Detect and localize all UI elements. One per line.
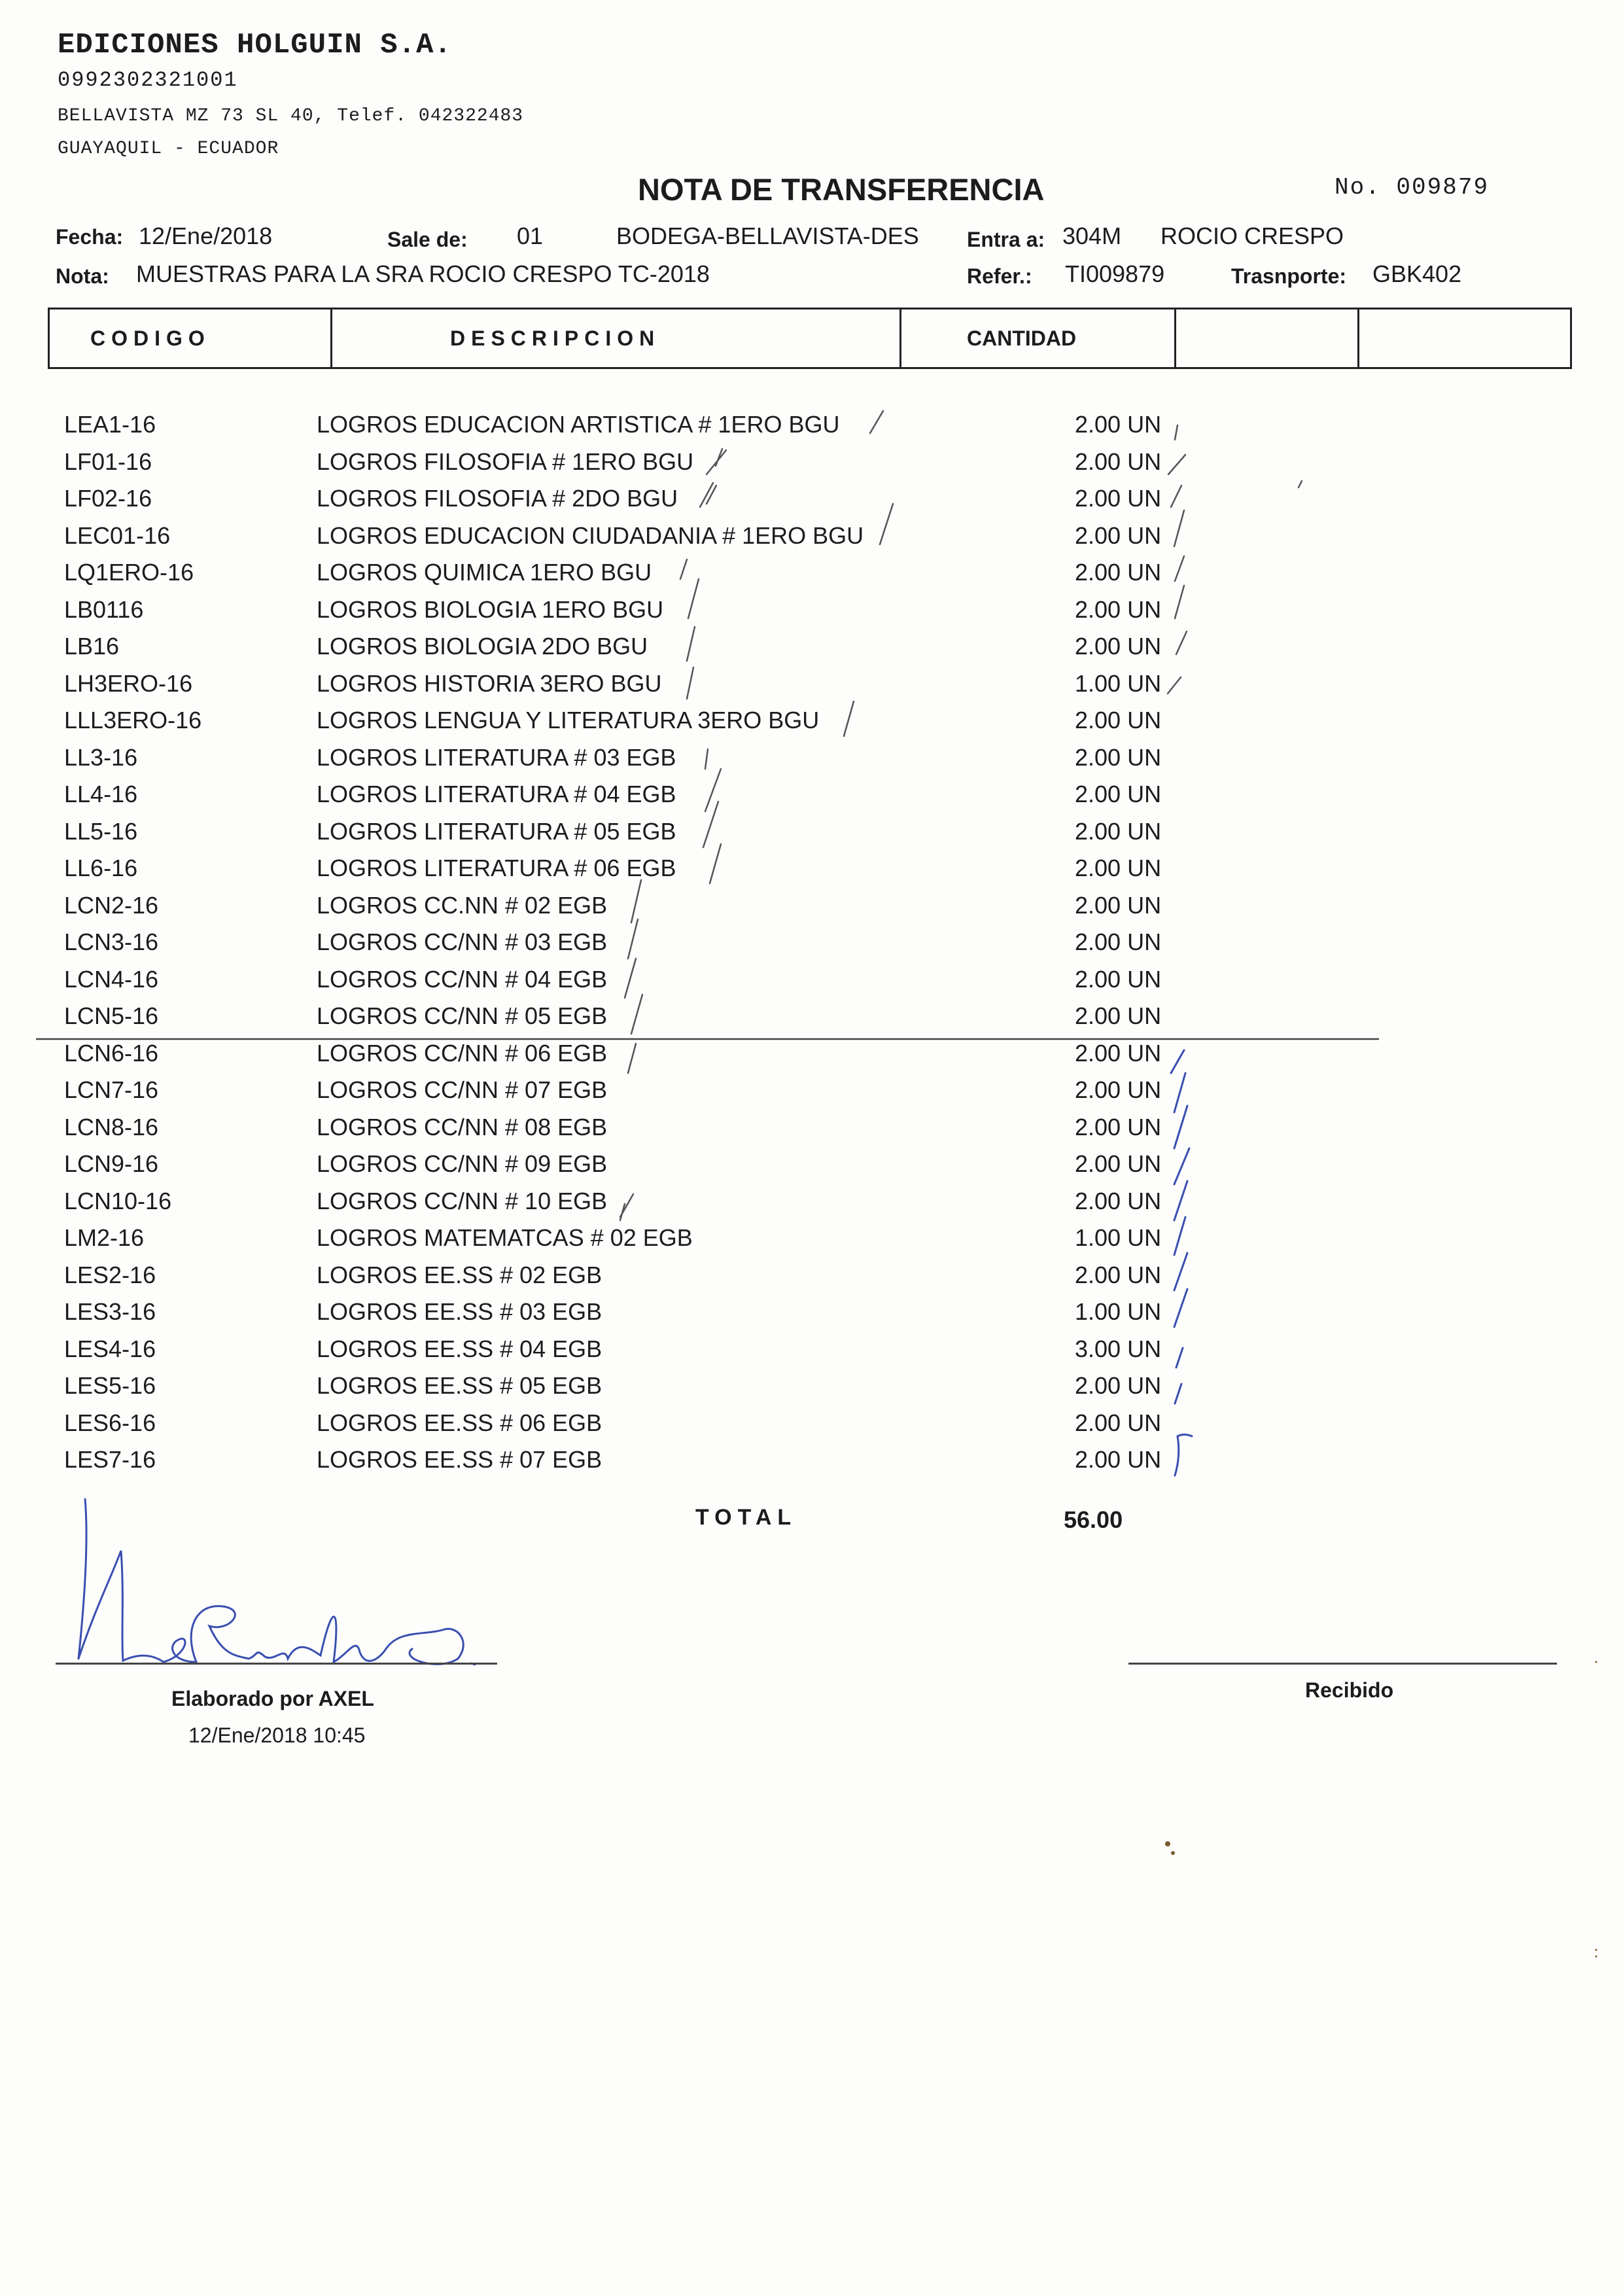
item-quantity: 2.00 UN (1075, 817, 1162, 845)
item-description: LOGROS CC.NN # 02 EGB (317, 891, 608, 919)
received-label: Recibido (1305, 1678, 1394, 1702)
check-mark (620, 1204, 625, 1220)
check-mark (628, 919, 638, 959)
item-code: LL6-16 (64, 855, 138, 881)
item-quantity: 1.00 UN (1075, 669, 1162, 697)
item-code: LQ1ERO-16 (64, 559, 194, 586)
document-title: NOTA DE TRANSFERENCIA (638, 172, 1045, 207)
item-quantity: 2.00 UN (1075, 707, 1162, 733)
column-header-descripcion: DESCRIPCION (332, 309, 901, 367)
check-mark (710, 844, 721, 883)
item-quantity: 2.00 UN (1075, 485, 1162, 512)
check-mark (1174, 1181, 1187, 1220)
item-quantity: 2.00 UN (1075, 411, 1162, 438)
check-mark (1175, 556, 1184, 581)
item-description: LOGROS CC/NN # 09 EGB (317, 1150, 608, 1177)
item-code: LF01-16 (64, 448, 152, 475)
check-mark (688, 579, 699, 618)
item-quantity: 2.00 UN (1075, 1372, 1162, 1399)
item-quantity: 2.00 UN (1075, 559, 1162, 586)
check-mark (1176, 1348, 1183, 1368)
speck (1596, 1661, 1597, 1663)
item-quantity: 2.00 UN (1075, 928, 1162, 955)
item-description: LOGROS CC/NN # 10 EGB (317, 1187, 608, 1214)
check-mark (707, 449, 726, 474)
check-mark (1171, 486, 1181, 507)
item-code: LCN4-16 (64, 965, 159, 993)
company-ruc: 0992302321001 (58, 68, 238, 92)
check-mark (1176, 631, 1187, 654)
item-code: LL4-16 (64, 781, 138, 807)
item-description: LOGROS LITERATURA # 06 EGB (317, 855, 676, 881)
item-quantity: 2.00 UN (1075, 743, 1162, 771)
item-quantity: 2.00 UN (1075, 595, 1162, 623)
item-description: LOGROS CC/NN # 04 EGB (317, 965, 608, 993)
item-description: LOGROS LITERATURA # 05 EGB (317, 817, 676, 845)
check-mark (705, 749, 708, 769)
fecha-value: 12/Ene/2018 (139, 222, 273, 249)
pen-check-marks (1171, 1050, 1192, 1475)
item-code: LM2-16 (64, 1224, 145, 1251)
check-mark (1168, 455, 1185, 474)
item-quantity: 2.00 UN (1075, 1113, 1162, 1140)
check-mark (1174, 510, 1184, 546)
item-description: LOGROS LITERATURA # 03 EGB (317, 743, 676, 771)
nota-label: Nota: (56, 264, 109, 288)
item-quantity: 2.00 UN (1075, 1187, 1162, 1214)
total-value: 56.00 (1064, 1506, 1123, 1533)
item-quantity: 2.00 UN (1075, 891, 1162, 919)
item-quantity: 2.00 UN (1075, 521, 1162, 549)
item-code: LH3ERO-16 (64, 669, 193, 697)
sale-de-name: BODEGA-BELLAVISTA-DES (616, 222, 919, 249)
speck (1165, 1841, 1170, 1846)
item-quantity: 2.00 UN (1075, 1261, 1162, 1288)
entra-a-label: Entra a: (967, 228, 1045, 251)
company-address: BELLAVISTA MZ 73 SL 40, Telef. 042322483 (58, 106, 524, 126)
item-description: LOGROS CC/NN # 05 EGB (317, 1002, 608, 1029)
total-label: TOTAL (695, 1505, 797, 1530)
item-quantity: 2.00 UN (1075, 1446, 1162, 1473)
check-mark (625, 959, 636, 998)
item-code: LEA1-16 (64, 411, 156, 438)
item-description: LOGROS EDUCACION CIUDADANIA # 1ERO BGU (317, 521, 864, 549)
item-description: LOGROS LITERATURA # 04 EGB (317, 781, 676, 807)
check-mark (705, 769, 721, 811)
item-code: LES7-16 (64, 1446, 156, 1473)
check-mark (1175, 425, 1178, 440)
nota-value: MUESTRAS PARA LA SRA ROCIO CRESPO TC-2018 (136, 260, 710, 287)
check-mark (880, 504, 893, 544)
item-quantity: 1.00 UN (1075, 1224, 1162, 1251)
company-city: GUAYAQUIL - ECUADOR (58, 139, 279, 159)
check-mark (1174, 1148, 1189, 1184)
document-number-value: 009879 (1396, 174, 1490, 201)
item-description: LOGROS EE.SS # 07 EGB (317, 1446, 602, 1473)
check-mark (1174, 1106, 1187, 1148)
item-code: LB16 (64, 633, 120, 660)
item-quantity: 2.00 UN (1075, 1150, 1162, 1177)
item-quantity: 2.00 UN (1075, 1039, 1162, 1067)
transporte-value: GBK402 (1372, 260, 1462, 287)
item-description: LOGROS CC/NN # 03 EGB (317, 928, 608, 955)
refer-label: Refer.: (967, 264, 1032, 288)
item-quantity: 2.00 UN (1075, 965, 1162, 993)
item-description: LOGROS EDUCACION ARTISTICA # 1ERO BGU (317, 411, 840, 438)
item-code: LF02-16 (64, 485, 152, 512)
company-name: EDICIONES HOLGUIN S.A. (58, 29, 452, 62)
check-mark (631, 995, 642, 1034)
check-mark (680, 559, 687, 579)
item-description: LOGROS CC/NN # 06 EGB (317, 1039, 608, 1067)
item-description: LOGROS LENGUA Y LITERATURA 3ERO BGU (317, 707, 820, 733)
check-mark (1168, 677, 1181, 694)
item-code: LES2-16 (64, 1261, 156, 1288)
check-mark (628, 1044, 636, 1073)
item-description: LOGROS CC/NN # 07 EGB (317, 1076, 608, 1103)
check-mark (1175, 1384, 1181, 1404)
item-description: LOGROS EE.SS # 04 EGB (317, 1335, 602, 1362)
item-code: LLL3ERO-16 (64, 707, 202, 733)
prepared-date: 12/Ene/2018 10:45 (188, 1723, 366, 1747)
fecha-label: Fecha: (56, 225, 124, 249)
check-mark (687, 667, 693, 699)
item-description: LOGROS CC/NN # 08 EGB (317, 1113, 608, 1140)
item-quantity: 2.00 UN (1075, 855, 1162, 881)
item-description: LOGROS EE.SS # 02 EGB (317, 1261, 602, 1288)
item-code: LES6-16 (64, 1409, 156, 1436)
check-mark (844, 701, 854, 736)
item-quantity: 2.00 UN (1075, 1409, 1162, 1436)
speck (1596, 1956, 1597, 1958)
item-description: LOGROS BIOLOGIA 1ERO BGU (317, 595, 664, 623)
item-code: LCN7-16 (64, 1076, 159, 1103)
check-mark (870, 411, 883, 433)
speck (1596, 1949, 1597, 1951)
check-mark (1175, 586, 1184, 618)
item-code: LES3-16 (64, 1298, 156, 1325)
item-code: LCN5-16 (64, 1002, 159, 1029)
item-code: LL5-16 (64, 817, 138, 845)
entra-a-code: 304M (1062, 222, 1122, 249)
refer-value: TI009879 (1065, 260, 1165, 287)
column-header-cantidad: CANTIDAD (901, 309, 1176, 367)
item-quantity: 2.00 UN (1075, 781, 1162, 807)
item-quantity: 2.00 UN (1075, 448, 1162, 475)
check-mark (1174, 1253, 1187, 1290)
pencil-check-marks (620, 411, 1302, 1220)
item-quantity: 3.00 UN (1075, 1335, 1162, 1362)
check-mark (631, 880, 641, 923)
prepared-by: Elaborado por AXEL (171, 1687, 374, 1710)
sale-de-label: Sale de: (387, 228, 468, 251)
item-description: LOGROS FILOSOFIA # 2DO BGU (317, 485, 678, 512)
item-quantity: 2.00 UN (1075, 1076, 1162, 1103)
item-code: LCN10-16 (64, 1187, 172, 1214)
check-mark (687, 627, 695, 661)
item-description: LOGROS BIOLOGIA 2DO BGU (317, 633, 648, 660)
item-code: LCN3-16 (64, 928, 159, 955)
check-mark (1174, 1073, 1185, 1112)
sale-de-code: 01 (517, 222, 544, 249)
item-code: LCN8-16 (64, 1113, 159, 1140)
check-mark (1174, 1217, 1185, 1255)
item-code: LB0116 (64, 595, 144, 623)
stray-mark (1299, 481, 1302, 487)
item-code: LCN2-16 (64, 891, 159, 919)
check-mark (700, 483, 716, 507)
check-mark (1171, 1050, 1184, 1073)
item-quantity: 2.00 UN (1075, 1002, 1162, 1029)
item-description: LOGROS HISTORIA 3ERO BGU (317, 669, 662, 697)
paper-specks (1165, 1661, 1597, 1958)
item-description: LOGROS EE.SS # 06 EGB (317, 1409, 602, 1436)
item-description: LOGROS FILOSOFIA # 1ERO BGU (317, 448, 694, 475)
item-code: LEC01-16 (64, 521, 171, 549)
item-code: LES5-16 (64, 1372, 156, 1399)
item-description: LOGROS EE.SS # 03 EGB (317, 1298, 602, 1325)
item-description: LOGROS MATEMATCAS # 02 EGB (317, 1224, 693, 1251)
item-description: LOGROS EE.SS # 05 EGB (317, 1372, 602, 1399)
item-description: LOGROS QUIMICA 1ERO BGU (317, 559, 652, 586)
item-quantity: 2.00 UN (1075, 633, 1162, 660)
item-quantity: 1.00 UN (1075, 1298, 1162, 1325)
item-code: LL3-16 (64, 743, 138, 771)
item-code: LES4-16 (64, 1335, 156, 1362)
item-code: LCN9-16 (64, 1150, 159, 1177)
transporte-label: Trasnporte: (1231, 264, 1347, 288)
document-number-label: No. (1335, 174, 1381, 201)
entra-a-name: ROCIO CRESPO (1161, 222, 1344, 249)
check-mark (1175, 1435, 1192, 1476)
check-mark (1174, 1289, 1187, 1327)
column-header-codigo: CODIGO (50, 309, 332, 367)
speck (1171, 1851, 1175, 1855)
item-code: LCN6-16 (64, 1039, 159, 1067)
